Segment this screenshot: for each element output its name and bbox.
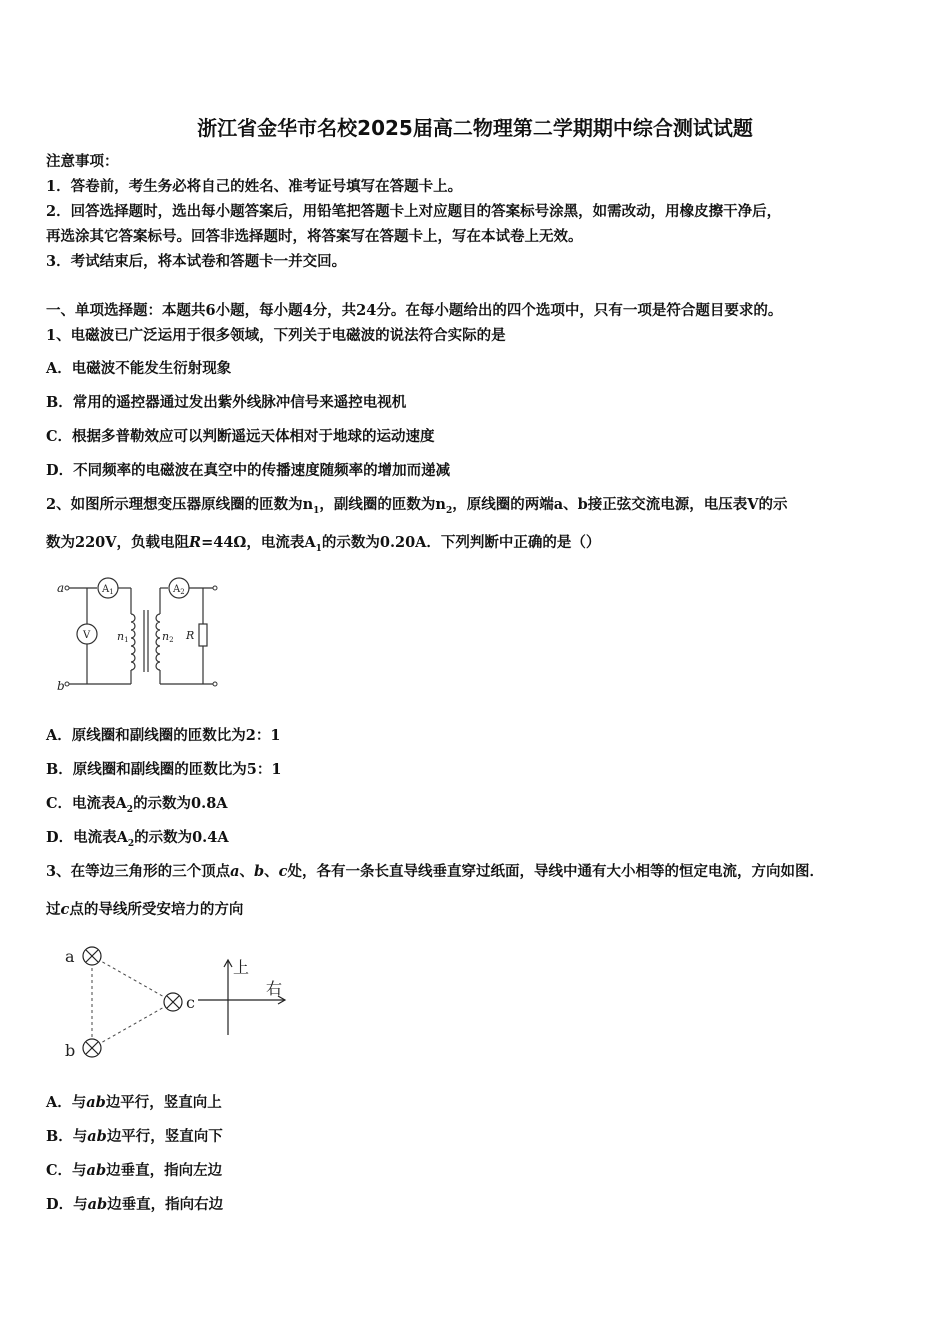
q2-option-c: C．电流表$A_2$的示数为0.8A <box>46 795 228 815</box>
q1-option-a: A．电磁波不能发生衍射现象 <box>46 360 232 377</box>
notice-item-3: 3．考试结束后，将本试卷和答题卡一并交回。 <box>46 253 347 270</box>
wire-c-into-page-icon <box>164 993 182 1011</box>
q2-option-d: D．电流表$A_2$的示数为0.4A <box>46 829 229 849</box>
notice-item-1: 1．答卷前，考生务必将自己的姓名、准考证号填写在答题卡上。 <box>46 178 463 195</box>
q1-option-b: B．常用的遥控器通过发出紫外线脉冲信号来遥控电视机 <box>46 394 407 411</box>
notice-item-2-line-1: 2．回答选择题时，选出每小题答案后，用铅笔把答题卡上对应题目的答案标号涂黑，如需改动，用橡皮擦干净后， <box>46 203 782 220</box>
q2-stem-line-2: 数为220V，负载电阻R=44Ω，电流表$A_1$的示数为0.20A．下列判断中正确的是（） <box>46 534 601 554</box>
page-title: 浙江省金华市名校2025届高二物理第二学期期中综合测试试题 <box>197 116 753 140</box>
q3-stem-line-1: 3、在等边三角形的三个顶点a、b、c处，各有一条长直导线垂直穿过纸面，导线中通有大小相等的恒定电流，方向如图． <box>46 863 824 880</box>
voltmeter-label: V <box>83 630 91 641</box>
wire-b-label: b <box>65 1041 76 1060</box>
notice-item-2-line-2: 再选涂其它答案标号。回答非选择题时，将答案写在答题卡上，写在本试卷上无效。 <box>46 228 583 245</box>
ammeter-a1-label: $A_1$ <box>102 584 114 596</box>
transformer-circuit-figure <box>55 572 230 697</box>
resistor-label: R <box>186 629 195 642</box>
section-heading: 一、单项选择题：本题共6小题，每小题4分，共24分。在每小题给出的四个选项中，只有一项是符合题目要求的。 <box>46 302 783 319</box>
axis-up-label: 上 <box>233 958 250 977</box>
secondary-coil-label: n2 <box>162 630 174 644</box>
q3-option-a: A．与ab边平行，竖直向上 <box>46 1094 222 1111</box>
q3-option-b: B．与ab边平行，竖直向下 <box>46 1128 223 1145</box>
wire-a-label: a <box>65 947 75 966</box>
q1-option-c: C．根据多普勒效应可以判断遥远天体相对于地球的运动速度 <box>46 428 435 445</box>
terminal-b-label: b <box>57 679 65 693</box>
q1-option-d: D．不同频率的电磁波在真空中的传播速度随频率的增加而递减 <box>46 462 451 479</box>
terminal-a-label: a <box>57 581 65 595</box>
axis-right-label: 右 <box>266 979 283 998</box>
q1-stem: 1、电磁波已广泛运用于很多领域，下列关于电磁波的说法符合实际的是 <box>46 327 506 344</box>
q2-option-a: A．原线圈和副线圈的匝数比为2：1 <box>46 727 281 744</box>
ammeter-a2-label: $A_2$ <box>173 584 185 596</box>
triangle-wires-figure <box>60 940 300 1065</box>
q2-stem-line-1: 2、如图所示理想变压器原线圈的匝数为$n_1$，副线圈的匝数为$n_2$，原线圈的两端a、b接正弦交流电源，电压表V的示 <box>46 496 788 516</box>
wire-c-label: c <box>186 993 195 1012</box>
q2-option-b: B．原线圈和副线圈的匝数比为5：1 <box>46 761 282 778</box>
primary-coil-label: n1 <box>117 630 129 644</box>
q3-option-c: C．与ab边垂直，指向左边 <box>46 1162 223 1179</box>
notice-heading: 注意事项： <box>46 153 119 170</box>
wire-b-into-page-icon <box>83 1039 101 1057</box>
q3-stem-line-2: 过c点的导线所受安培力的方向 <box>46 901 244 918</box>
wire-a-into-page-icon <box>83 947 101 965</box>
q3-option-d: D．与ab边垂直，指向右边 <box>46 1196 224 1213</box>
